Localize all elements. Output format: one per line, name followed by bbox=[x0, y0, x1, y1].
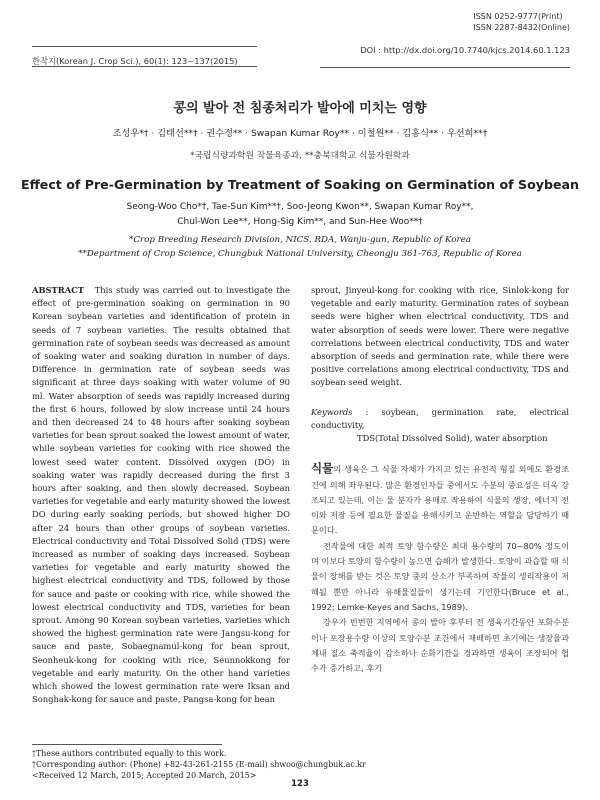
dropcap-word: 식물 bbox=[311, 461, 334, 476]
keywords-text: : soybean, germination rate, electrical conductivity, bbox=[311, 406, 569, 430]
issn-online: ISSN 2287-8432(Online) bbox=[473, 23, 570, 32]
authors-english-line1: Seong-Woo Cho*†, Tae-Sun Kim**†, Soo-Jeong Kwon**, Swapan Kumar Roy**, bbox=[126, 202, 474, 212]
keywords-label: Keywords bbox=[311, 406, 353, 417]
affiliation-english-line2: **Department of Crop Science, Chungbuk National University, Cheongju 361-763, Republic of Korea bbox=[78, 249, 522, 259]
authors-korean: 조성우*† · 김태선**† · 권수정** · Swapan Kumar Roy** · 이철원** · 김홍식** · 우선희**† bbox=[112, 128, 488, 139]
keywords bbox=[311, 406, 569, 432]
issn-print: ISSN 0252-9777(Print) bbox=[473, 12, 563, 21]
affiliation-english-line1: *Crop Breeding Research Division, NICS, RDA, Wanju-gun, Republic of Korea bbox=[129, 235, 471, 245]
body-korean bbox=[311, 461, 569, 676]
body-paragraph-2: 전작물에 대한 최적 토양 함수량은 최대 용수량의 70~80% 정도이며 이보다 토양의 함수량이 높으면 습해가 발생한다. 토양이 과습할 때 식물이 장해를 받는 것은 토양 중의 산소가 부족하여 작물의 생리작용이 저해될 뿐만 아니라 유해물질들이 생기는데 기인한다(Bruce et al., 1992; Lemke-Keyes and Sachs, 1989). bbox=[311, 540, 569, 612]
title-english: Effect of Pre-Germination by Treatment of Soaking on Germination of Soybean bbox=[21, 177, 579, 192]
affiliation-korean: *국립식량과학원 작물육종과, **충북대학교 식물자원학과 bbox=[190, 151, 410, 161]
issn-block bbox=[473, 11, 570, 33]
abstract-continued: sprout, Jinyeul-kong for cooking with rice, Sinlok-kong for vegetable and early maturity. Germination rates of soybean seeds were higher when electrical conductivity, TDS and water absorption of seeds were lower. There were negative correlations between electrical conductivity, TDS and water absorption of seeds and germination rate, while there were positive correlations among electrical conductivity, TDS and soybean seed weight. bbox=[311, 285, 569, 388]
footnote-corresponding-author: †Corresponding author: (Phone) +82-43-261-2155 (E-mail) shwoo@chungbuk.ac.kr bbox=[32, 760, 366, 769]
authors-english bbox=[0, 200, 600, 230]
abstract bbox=[32, 284, 290, 707]
abstract-label: ABSTRACT bbox=[32, 285, 85, 295]
footnotes bbox=[32, 748, 366, 781]
footnote-rule bbox=[32, 744, 222, 745]
left-column bbox=[32, 284, 290, 707]
journal-citation: 한작지(Korean J. Crop Sci.), 60(1): 123~137(2015) bbox=[32, 56, 238, 66]
header-rule-bottom bbox=[32, 66, 257, 67]
affiliation-english bbox=[0, 233, 600, 261]
abstract-text: This study was carried out to investigate the effect of pre-germination soaking on germination in 90 Korean soybean varieties and identification of protein in seeds of 7 soybean varieties. The results obtained that germination rate of soybean seeds was decreased as amount of soaking water and soaking duration in number of days. Difference in germination rate of soybean seeds was significant at three days soaking with water volume of 90 ml. Water absorption of seeds was rapidly increased during the first 6 hours, followed by slow increase until 24 hours and then decreased 24 to 48 hours after soaking soybean varieties for bean sprout soaked the lowest amount of water, while soybean varieties for cooking with rice showed the lowest seed water content. Dissolved oxygen (DO) in soaking water was rapidly decreased during the first 3 hours after soaking, and then slowly decreased. Soybean varieties for vegetable and early maturity showed the lowest DO during early soaking periods, but showed higher DO after 24 hours than other groups of soybean varieties. Electrical conductivity and Total Dissolved Solid (TDS) were increased as number of soaking days increased. Soybean varieties for vegetable and early maturity showed the highest electrical conductivity and TDS, followed by those for sauce and paste or cooking with rice, while showed the lowest electrical conductivity and TDS, varieties for bean sprout. Among 90 Korean soybean varieties, varieties which showed the highest germination rate were Jangsu-kong for sauce and paste, Sobaegnamul-kong for bean sprout, Seonheuk-kong for cooking with rice, Seunnokkong for vegetable and early maturity. On the other hand varieties which showed the lowest germination rate were Iksan and Songhak-kong for sauce and paste, Pangsa-kong for bean bbox=[32, 285, 290, 705]
title-korean: 콩의 발아 전 침종처리가 발아에 미치는 영향 bbox=[173, 101, 427, 116]
keywords-continued: TDS(Total Dissolved Solid), water absorption bbox=[357, 433, 548, 444]
body-paragraph-1-text: 의 생육은 그 식물 자체가 가지고 있는 유전적 형질 외에도 환경조건에 의해 좌우된다. 많은 환경인자들 중에서도 수분의 중요성은 더욱 강조되고 있는데, 이는 물 분자가 용매로 작용하여 식물의 생장, 에너지 전이와 저장 등에 필요한 물질을 용해시키고 운반하는 역할을 담당하기 때문이다. bbox=[311, 464, 569, 536]
page-number: 123 bbox=[291, 779, 309, 789]
authors-english-line2: Chul-Won Lee**, Hong-Sig Kim**, and Sun-Hee Woo**† bbox=[177, 217, 423, 227]
body-paragraph-3: 강우가 빈번한 지역에서 콩의 발아 후부터 전 생육기간동안 포화수분이나 포장용수량 이상의 토양수분 조건에서 재배하면 초기에는 생장율과 체내 질소 축적율이 감소하나 순화기간을 경과하면 생육이 조장되어 협수가 증가하고, 후기 bbox=[311, 617, 569, 674]
doi-link[interactable]: DOI : http://dx.doi.org/10.7740/kjcs.2014.60.1.123 bbox=[360, 45, 570, 55]
footnote-received-date: <Received 12 March, 2015; Accepted 20 March, 2015> bbox=[32, 771, 257, 780]
footnote-equal-contribution: †These authors contributed equally to this work. bbox=[32, 749, 227, 758]
header-rule-right bbox=[320, 67, 570, 68]
right-column bbox=[311, 284, 569, 676]
body-paragraph-1 bbox=[311, 461, 569, 538]
header-rule-top bbox=[32, 46, 257, 47]
